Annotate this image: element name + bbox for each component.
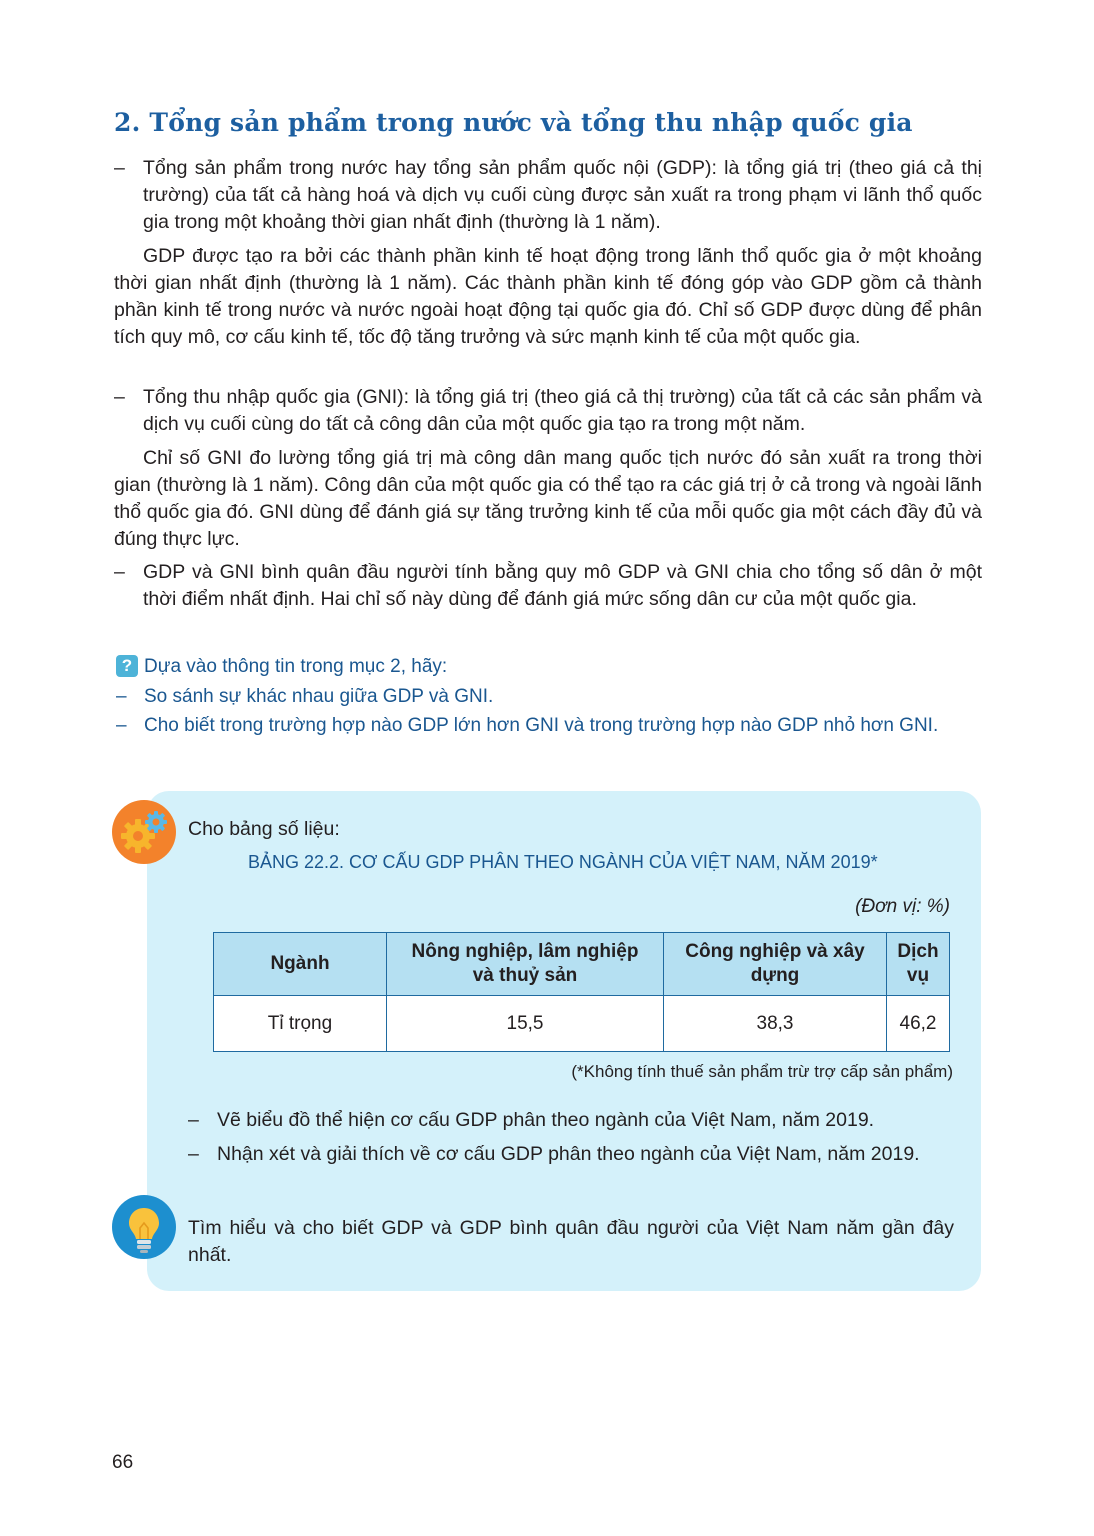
bullet-dash: –	[116, 686, 127, 707]
per-capita-definition	[114, 559, 982, 613]
question-item-text: So sánh sự khác nhau giữa GDP và GNI.	[144, 686, 494, 707]
question-item-text: Cho biết trong trường hợp nào GDP lớn hơn GNI và trong trường hợp nào GDP nhỏ hơn GNI.	[144, 715, 939, 736]
per-capita-text: GDP và GNI bình quân đầu người tính bằng quy mô GDP và GNI chia cho tổng số dân ở một thời điểm nhất định. Hai chỉ số này dùng để đánh giá mức sống dân cư của một quốc gia.	[143, 561, 982, 610]
bullet-dash: –	[114, 157, 125, 179]
gdp-definition-text: Tổng sản phẩm trong nước hay tổng sản phẩm quốc nội (GDP): là tổng giá trị (theo giá cả thị trường) của tất cả hàng hoá và dịch vụ cuối cùng được sản xuất ra trong phạm vi lãnh thổ quốc gia trong một khoảng thời gian nhất định (thường là 1 năm).	[143, 157, 982, 233]
section-heading: 2. Tổng sản phẩm trong nước và tổng thu nhập quốc gia	[114, 108, 913, 137]
bullet-dash: –	[114, 561, 125, 583]
column-header: Nông nghiệp, lâm nghiệp và thuỷ sản	[387, 933, 664, 996]
column-header: Công nghiệp và xây dựng	[664, 933, 887, 996]
task-item	[188, 1107, 874, 1134]
page-number: 66	[112, 1452, 134, 1473]
question-item	[116, 713, 938, 739]
practice-intro: Cho bảng số liệu:	[188, 818, 340, 840]
table-cell: 46,2	[887, 996, 950, 1052]
explore-text: Tìm hiểu và cho biết GDP và GDP bình quân đầu người của Việt Nam năm gần đây nhất.	[188, 1217, 954, 1266]
question-item	[116, 684, 493, 710]
row-label: Tỉ trọng	[214, 996, 387, 1052]
table-title: BẢNG 22.2. CƠ CẤU GDP PHÂN THEO NGÀNH CỦA VIỆT NAM, NĂM 2019*	[248, 852, 878, 872]
gdp-structure-table	[213, 932, 950, 1052]
gni-paragraph: Chỉ số GNI đo lường tổng giá trị mà công dân mang quốc tịch nước đó sản xuất ra trong thời gian (thường là 1 năm). Công dân của một quốc gia có thể tạo ra các giá trị ở cả trong và ngoài lãnh thổ quốc gia đó. GNI dùng để đánh giá sự tăng trưởng kinh tế của mỗi quốc gia một cách đầy đủ và đúng thực lực.	[114, 447, 982, 550]
bullet-dash: –	[116, 715, 127, 736]
table-header-row	[214, 933, 950, 996]
gdp-paragraph: GDP được tạo ra bởi các thành phần kinh tế hoạt động trong lãnh thổ quốc gia ở một khoảng thời gian nhất định (thường là 1 năm). Các thành phần kinh tế đóng góp vào GDP gồm cả thành phần kinh tế trong nước và nước ngoài hoạt động tại quốc gia đó. Chỉ số GDP được dùng để phân tích quy mô, cơ cấu kinh tế, tốc độ tăng trưởng và sức mạnh kinh tế của một quốc gia.	[114, 245, 982, 348]
question-icon: ?	[116, 655, 138, 677]
gdp-definition	[114, 155, 982, 236]
table-footnote: (*Không tính thuế sản phẩm trừ trợ cấp sản phẩm)	[571, 1062, 953, 1081]
lightbulb-icon	[112, 1195, 176, 1259]
column-header: Dịch vụ	[887, 933, 950, 996]
gni-definition-text: Tổng thu nhập quốc gia (GNI): là tổng giá trị (theo giá cả thị trường) của tất cả các sản phẩm và dịch vụ cuối cùng do tất cả công dân của một quốc gia tạo ra trong một năm.	[143, 386, 982, 435]
table-row	[214, 996, 950, 1052]
gni-definition	[114, 384, 982, 438]
column-header: Ngành	[214, 933, 387, 996]
task-item	[188, 1141, 920, 1168]
task-text: Vẽ biểu đồ thể hiện cơ cấu GDP phân theo ngành của Việt Nam, năm 2019.	[217, 1109, 875, 1131]
table-unit: (Đơn vị: %)	[855, 896, 950, 917]
bullet-dash: –	[188, 1143, 199, 1165]
question-intro	[116, 654, 447, 680]
bullet-dash: –	[188, 1109, 199, 1131]
table-cell: 38,3	[664, 996, 887, 1052]
task-text: Nhận xét và giải thích về cơ cấu GDP phân theo ngành của Việt Nam, năm 2019.	[217, 1143, 920, 1165]
gears-icon	[112, 800, 176, 864]
table-cell: 15,5	[387, 996, 664, 1052]
question-intro-text: Dựa vào thông tin trong mục 2, hãy:	[144, 656, 448, 677]
bullet-dash: –	[114, 386, 125, 408]
